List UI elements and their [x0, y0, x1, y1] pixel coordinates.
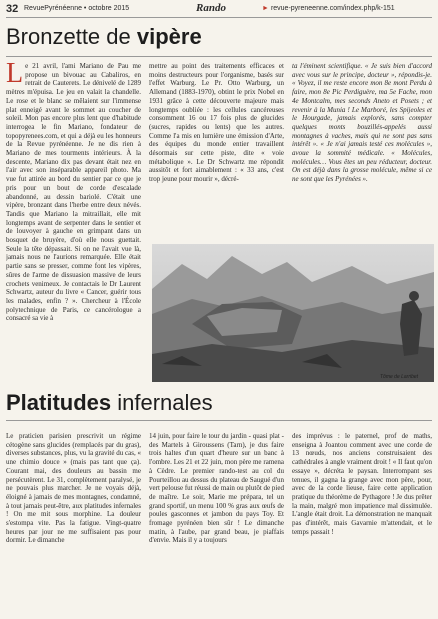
article2-title — [6, 390, 213, 416]
arrow-icon: ► — [262, 5, 269, 12]
title-bold-part: Platitudes — [6, 390, 112, 415]
title-rule — [6, 56, 432, 57]
article-title — [6, 24, 202, 50]
title-bold-part: vipère — [136, 24, 202, 49]
article2-col1-text: Le praticien parisien prescrivit un régime cétogène sans glucides (remplacés par du gras), diverses substances, plus, vu la gravité du cas, « une chimio douce » (mais pas tant que ça). Courant mai, des douleurs au bassin me persécutèrent. Le 31, complètement paralysé, je ne pouvais plus marcher. Je ne voyais déjà, éloigné à jamais de mes montagnes, condamné, à tout jamais peut-être, aux platitudes infernales ! On me mit sous morphine. La douleur s'estompa vite. Pas la fatigue. Vingt-quatre heures par jour ne me suffisaient pas pour dormir. Le dimanche — [6, 432, 141, 545]
article1-col2-text: mettre au point des traitements efficaces et moins destructeurs pour l'organisme, basés sur l'effet Warburg. Le Pr. Otto Warburg, un Allemand (1883-1970), obtint le prix Nobel en 1931 grâce à cette découverte majeure mais longtemps oubliée : les cellules cancéreuses consomment 16 ou 17 fois plus de glucides (sucres, rapides ou lents) que les autres. Comme l'a mis en lumière une émission d'Arte, des équipes du monde entier travaillent désormais sur cette piste, dite « voie métabolique ». Le Dr Schwartz me répondit aussitôt et fort aimablement : « 33 ans, c'est trop jeune pour mourir », décré- — [149, 62, 284, 184]
drop-cap: L — [6, 62, 24, 89]
article1-col3 — [292, 62, 432, 242]
landscape-photo — [152, 244, 434, 382]
article2-col2-text: 14 juin, pour faire le tour du jardin - quasi plat - des Martels à Giroussens (Tarn), je dus faire trois haltes d'un quart d'heure sur un banc à l'ombre. Les 21 et 22 juin, mon père me ramena à Cèdre. Le premier rando-test au col du Pourteillou au dessus du plateau de Saugué d'un vert pelouse fut réussi de main ou plutôt de pied de maître. Le soir, Marie me prépara, tel un grand sportif, un menu 100 % gras aux œufs de poules gasconnes et jambon du pays Toy. Et fromage pyrénéen bien sûr ! Le dimanche matin, à l'aube, par grand beau, je piaffais d'envie. Mais il y a toujours — [149, 432, 284, 545]
publication-date: RevuePyrénéenne • octobre 2015 — [24, 5, 130, 12]
article2-col3-text: des imprévus : le paternel, prof de maths, enseigna à Joantou comment avec une corde de 13 nœuds, nos anciens construisaient des cathédrales à angle vraiment droit ! « Il faut qu'on essaye », décréta le paysan. Interrompant ses tenues, il gagna la grange avec mon père, pour, avec de la corde lieuse, faire cette application pratique du théorème de Pythagore ! Je dus prêter la main, malgré mon impatience mal dissimulée. L'angle était droit. La démonstration ne manquait pas d'intérêt, mais Gavarnie m'attendait, et le temps passait ! — [292, 432, 432, 536]
section-rubric: Rando — [196, 2, 226, 14]
article1-col1 — [6, 62, 141, 377]
title-part: Bronzette de — [6, 24, 137, 49]
page-header — [0, 0, 438, 18]
page-number: 32 — [6, 3, 19, 15]
article1-col2 — [149, 62, 284, 242]
article2-rule — [6, 420, 432, 421]
article2-col3 — [292, 432, 432, 612]
article2-col2 — [149, 432, 284, 612]
article2-col1 — [6, 432, 141, 612]
header-url — [262, 5, 395, 12]
photo-caption: Tôme de Larribet — [380, 374, 419, 380]
url-text: revue-pyreneenne.com/index.php/k-151 — [270, 5, 395, 12]
article1-col1-text: e 21 avril, l'ami Mariano de Pau me propose un bivouac au Cabaliros, en retrait de Cauterets. Le dénivelé de 1289 mètres m'épuisa. Le jeu en valait la chandelle. Le rose et le blanc se mêlaient sur l'immense plat enneigé avant le sommet au coucher de soleil. Mon pas encore plus lent que d'habitude interrogea le fin Mariano, fondateur de topopyrenees.com, et qui a déjà eu les honneurs de la Revue pyrénéenne. Je ne dis rien à Mariano de mes tourments intérieurs. À la descente, Mariano dix pas devant était nez en l'air avec son inséparable appareil photo. Ma vue fut attirée au bord du sentier par ce que je pris pour un bout de corde d'escalade abandonné, au dessin bariolé. C'était une vipère, bronzant dans l'herbe entre deux névés. Tandis que Mariano la mitraillait, elle mit longtemps avant de serpenter dans le sentier et de louvoyer à gauche en grimpant dans un bosquet de bruyère, d'où elle nous guettait. Seule la tête dépassait. Si on ne l'avait vue là, jamais nous ne l'aurions remarquée. Elle était partie sans se presser, comme font les vipères, sûres de l'arme de dissuasion massive de leurs crochets venimeux. Je contactais le Dr Laurent Schwartz, auteur du livre « Cancer, guérir tous les malades, enfin ? ». Chercheur à l'École polytechnique de Paris, ce cancérologue a consacré sa vie à — [6, 62, 141, 323]
title-part: infernales — [111, 390, 213, 415]
article1-col3-text: ta l'éminent scientifique. « Je suis bien d'accord avec vous sur le principe, docteur », répondis-je. « Voyez, il me reste encore mon 8e mont Perdu à faire, mon 8e Pic Perdiguère, ma 5e Fache, mon 4e Montcalm, mes seconds Aneto et Posets ; et revenir à la Munia ! Le Marboré, les Spijeoles et le Hourgade, jamais explorés, sans compter quelques monts bouzillés-appelés aussi montagnes à vaches, mais qui ne sont pas sans intérêt ». « Je n'ai jamais testé ces molécules », avoue la sommité médicale. « Molécules, molécules… Vous êtes un peu réducteur, docteur. On est déjà dans la grosse molécule, même si ce ne sont que les Pyrénées ». — [292, 62, 432, 184]
header-rule — [6, 17, 432, 18]
